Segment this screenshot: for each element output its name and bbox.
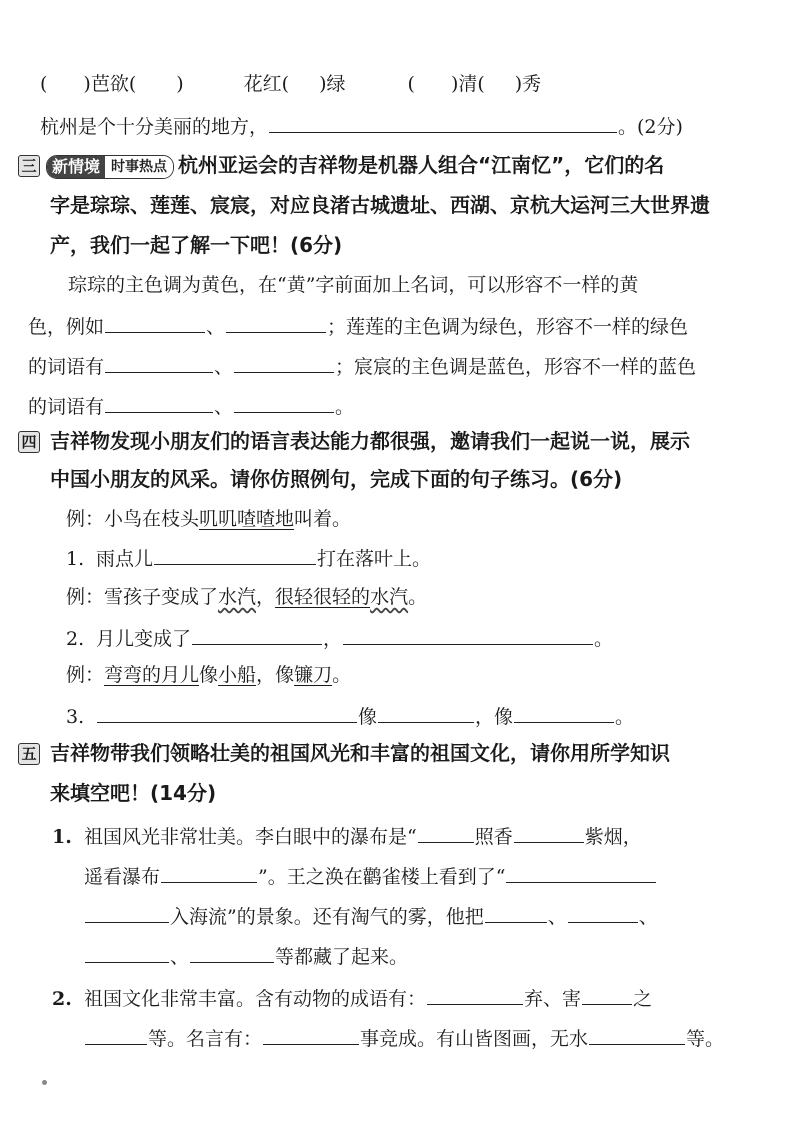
q3-body-line1: 琮琮的主色调为黄色，在“黄”字前面加上名词，可以形容不一样的黄 xyxy=(68,274,639,296)
page-mark xyxy=(42,1080,47,1085)
q5-prompt-line1: 吉祥物带我们领略壮美的祖国风光和丰富的祖国文化，请你用所学知识 xyxy=(50,741,670,765)
answer-blank[interactable] xyxy=(378,703,474,723)
q2-tail-line2: 杭州是个十分美丽的地方， 。(2分) xyxy=(40,113,683,139)
q5-item-1-line2: 遥看瀑布 ”。王之涣在鹳雀楼上看到了“ xyxy=(84,863,657,889)
answer-blank[interactable] xyxy=(192,625,322,645)
answer-blank[interactable] xyxy=(161,863,257,883)
q3-prompt-line2: 字是琮琮、莲莲、宸宸，对应良渚古城遗址、西湖、京杭大运河三大世界遗 xyxy=(50,193,710,217)
answer-blank[interactable] xyxy=(269,113,617,133)
question-number-3: 三 xyxy=(18,155,40,177)
answer-blank[interactable] xyxy=(97,703,357,723)
q4-prompt-line2: 中国小朋友的风采。请你仿照例句，完成下面的句子练习。(6分) xyxy=(50,467,623,491)
q5-item-2-line1: 2. 祖国文化非常丰富。含有动物的成语有： 弃、害 之 xyxy=(52,985,652,1011)
answer-blank[interactable] xyxy=(418,823,474,843)
answer-blank[interactable] xyxy=(427,985,523,1005)
q5-item-1-line4: 、 等都藏了起来。 xyxy=(84,943,408,969)
q4-example-2: 例：雪孩子变成了水汽，很轻很轻的水汽。 xyxy=(66,586,428,608)
answer-blank[interactable] xyxy=(485,903,547,923)
answer-blank[interactable] xyxy=(154,545,316,565)
q4-prompt-line1: 吉祥物发现小朋友们的语言表达能力都很强，邀请我们一起说一说，展示 xyxy=(50,429,690,453)
answer-blank[interactable] xyxy=(506,863,656,883)
q3-body-line4: 的词语有 、 。 xyxy=(28,393,354,419)
answer-blank[interactable] xyxy=(582,985,632,1005)
answer-blank[interactable] xyxy=(568,903,638,923)
answer-blank[interactable] xyxy=(105,313,205,333)
answer-blank[interactable] xyxy=(226,313,326,333)
q5-item-1-line1: 1. 祖国风光非常壮美。李白眼中的瀑布是“ 照香 紫烟， xyxy=(52,823,642,849)
q4-example-3: 例：弯弯的月儿像小船，像镰刀。 xyxy=(66,664,352,686)
q3-prompt-line1: 新情境 时事热点 杭州亚运会的吉祥物是机器人组合“江南忆”，它们的名 xyxy=(44,153,664,179)
q4-example-1: 例：小鸟在枝头叽叽喳喳地叫着。 xyxy=(66,508,352,530)
answer-blank[interactable] xyxy=(85,903,169,923)
q4-item-1: 1. 雨点儿 打在落叶上。 xyxy=(66,545,431,571)
q5-item-1-line3: 入海流”的景象。还有淘气的雾，他把 、 、 xyxy=(84,903,658,929)
q4-item-2: 2. 月儿变成了 ， 。 xyxy=(66,625,613,651)
q4-item-3: 3. 像 ，像 。 xyxy=(66,703,634,729)
answer-blank[interactable] xyxy=(105,393,213,413)
answer-blank[interactable] xyxy=(105,353,213,373)
answer-blank[interactable] xyxy=(263,1025,359,1045)
answer-blank[interactable] xyxy=(190,943,274,963)
question-number-4: 四 xyxy=(18,431,40,453)
new-context-tag: 新情境 时事热点 xyxy=(46,155,174,179)
answer-blank[interactable] xyxy=(234,393,334,413)
answer-blank[interactable] xyxy=(85,1025,147,1045)
q3-body-line2: 色，例如 、 ；莲莲的主色调为绿色，形容不一样的绿色 xyxy=(28,313,688,339)
q2-tail-line1: ( )芭欲( ) 花红( )绿 ( )清( )秀 xyxy=(40,73,542,95)
q5-prompt-line2: 来填空吧！(14分) xyxy=(50,781,217,805)
answer-blank[interactable] xyxy=(514,703,614,723)
q5-item-2-line2: 等。名言有： 事竞成。有山皆图画，无水 等。 xyxy=(84,1025,724,1051)
answer-blank[interactable] xyxy=(85,943,169,963)
answer-blank[interactable] xyxy=(514,823,584,843)
answer-blank[interactable] xyxy=(343,625,593,645)
question-number-5: 五 xyxy=(18,743,40,765)
q3-body-line3: 的词语有 、 ；宸宸的主色调是蓝色，形容不一样的蓝色 xyxy=(28,353,696,379)
answer-blank[interactable] xyxy=(589,1025,685,1045)
q3-prompt-line3: 产，我们一起了解一下吧！(6分) xyxy=(50,233,343,257)
answer-blank[interactable] xyxy=(234,353,334,373)
